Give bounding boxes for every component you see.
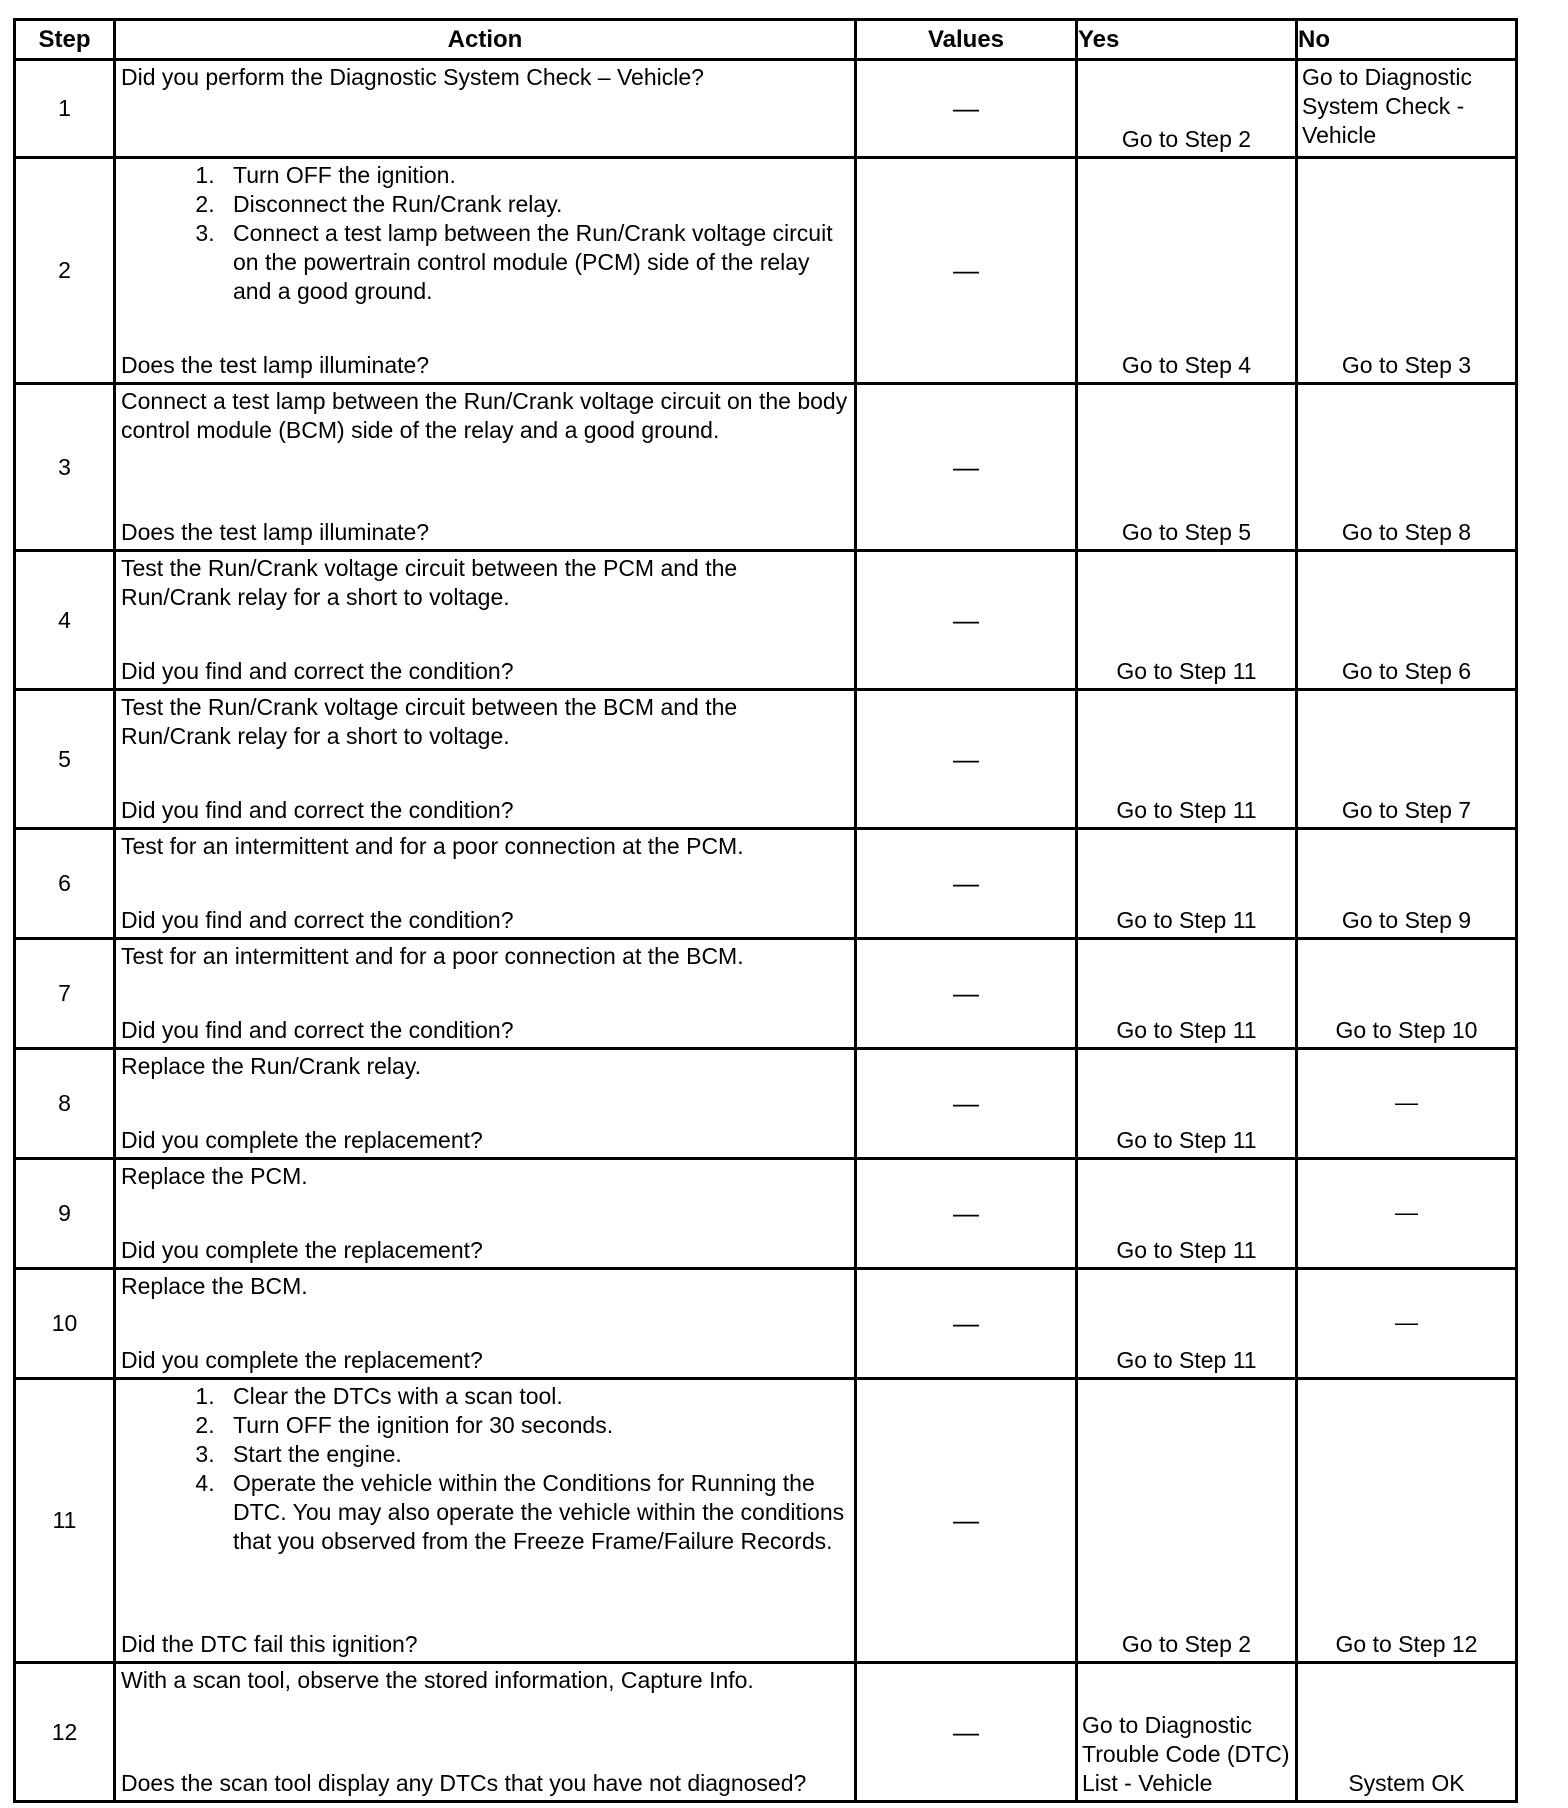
step-number: 4 [15, 551, 115, 690]
yes-cell: Go to Step 11 [1077, 829, 1297, 939]
yes-cell: Go to Step 5 [1077, 384, 1297, 551]
no-cell: Go to Step 9 [1297, 829, 1517, 939]
action-cell [115, 158, 856, 384]
action-cell [115, 829, 856, 939]
action-cell [115, 1663, 856, 1802]
action-step-item: 4. Operate the vehicle within the Conditions for Running the DTC. You may also operate the vehicle within the conditions that you observed from the Freeze Frame/Failure Records. [221, 1469, 850, 1556]
action-question: Did you find and correct the condition? [121, 907, 514, 933]
table-row [15, 384, 1517, 551]
action-question: Did you complete the replacement? [121, 1237, 483, 1263]
action-cell [115, 1049, 856, 1159]
no-cell: Go to Step 3 [1297, 158, 1517, 384]
no-cell: Go to Step 7 [1297, 690, 1517, 829]
values-cell: — [856, 829, 1077, 939]
yes-cell: Go to Diagnostic Trouble Code (DTC) List - Vehicle [1077, 1663, 1297, 1802]
action-question: Did you find and correct the condition? [121, 797, 514, 823]
no-cell: — [1297, 1049, 1517, 1159]
table-row [15, 1269, 1517, 1379]
table-row [15, 1049, 1517, 1159]
values-cell: — [856, 158, 1077, 384]
yes-cell: Go to Step 4 [1077, 158, 1297, 384]
values-cell: — [856, 1159, 1077, 1269]
values-cell: — [856, 1049, 1077, 1159]
values-cell: — [856, 551, 1077, 690]
table-row [15, 60, 1517, 158]
header-step: Step [15, 20, 115, 60]
step-number: 5 [15, 690, 115, 829]
action-question: Does the test lamp illuminate? [121, 352, 430, 378]
yes-cell: Go to Step 11 [1077, 551, 1297, 690]
action-cell [115, 1379, 856, 1663]
values-cell: — [856, 60, 1077, 158]
action-step-item: 2. Turn OFF the ignition for 30 seconds. [221, 1411, 850, 1440]
values-cell: — [856, 384, 1077, 551]
yes-cell: Go to Step 2 [1077, 1379, 1297, 1663]
step-number: 3 [15, 384, 115, 551]
step-number: 2 [15, 158, 115, 384]
action-text: Replace the BCM. [121, 1273, 308, 1299]
action-cell [115, 551, 856, 690]
action-cell [115, 1269, 856, 1379]
action-text: Test the Run/Crank voltage circuit between the BCM and the Run/Crank relay for a short to voltage. [121, 694, 738, 749]
table-row [15, 158, 1517, 384]
action-text: Did you perform the Diagnostic System Check – Vehicle? [121, 64, 704, 90]
values-cell: — [856, 1269, 1077, 1379]
action-steps [121, 161, 850, 306]
step-number: 9 [15, 1159, 115, 1269]
table-row [15, 1663, 1517, 1802]
yes-cell: Go to Step 11 [1077, 1159, 1297, 1269]
action-text: Replace the PCM. [121, 1163, 308, 1189]
table-row [15, 939, 1517, 1049]
header-values: Values [856, 20, 1077, 60]
yes-cell: Go to Step 2 [1077, 60, 1297, 158]
action-text: Test the Run/Crank voltage circuit between the PCM and the Run/Crank relay for a short to voltage. [121, 555, 738, 610]
action-question: Did you find and correct the condition? [121, 1017, 514, 1043]
step-number: 8 [15, 1049, 115, 1159]
action-text: Connect a test lamp between the Run/Crank voltage circuit on the body control module (BCM) side of the relay and a good ground. [121, 388, 848, 443]
yes-cell: Go to Step 11 [1077, 1049, 1297, 1159]
no-cell: Go to Step 12 [1297, 1379, 1517, 1663]
header-action: Action [115, 20, 856, 60]
values-cell: — [856, 1379, 1077, 1663]
action-question: Did you complete the replacement? [121, 1127, 483, 1153]
action-step-item: 3. Connect a test lamp between the Run/Crank voltage circuit on the powertrain control module (PCM) side of the relay and a good ground. [221, 219, 850, 306]
action-cell [115, 939, 856, 1049]
table-row [15, 1159, 1517, 1269]
action-step-item: 3. Start the engine. [221, 1440, 850, 1469]
table-row [15, 1379, 1517, 1663]
no-cell: — [1297, 1269, 1517, 1379]
action-step-item: 1. Clear the DTCs with a scan tool. [221, 1382, 850, 1411]
action-cell [115, 60, 856, 158]
table-row [15, 551, 1517, 690]
yes-cell: Go to Step 11 [1077, 690, 1297, 829]
diagnostic-table [13, 18, 1518, 1803]
no-cell: Go to Step 6 [1297, 551, 1517, 690]
action-cell [115, 384, 856, 551]
table-row [15, 829, 1517, 939]
no-cell: System OK [1297, 1663, 1517, 1802]
header-yes: Yes [1077, 20, 1297, 60]
values-cell: — [856, 690, 1077, 829]
action-cell [115, 690, 856, 829]
action-question: Did you complete the replacement? [121, 1347, 483, 1373]
step-number: 1 [15, 60, 115, 158]
no-cell: Go to Step 8 [1297, 384, 1517, 551]
action-text: Test for an intermittent and for a poor connection at the BCM. [121, 943, 744, 969]
action-step-item: 1. Turn OFF the ignition. [221, 161, 850, 190]
action-text: Replace the Run/Crank relay. [121, 1053, 421, 1079]
action-question: Did the DTC fail this ignition? [121, 1631, 418, 1657]
step-number: 11 [15, 1379, 115, 1663]
action-cell [115, 1159, 856, 1269]
step-number: 6 [15, 829, 115, 939]
no-cell: Go to Step 10 [1297, 939, 1517, 1049]
action-question: Does the scan tool display any DTCs that you have not diagnosed? [121, 1770, 807, 1796]
header-no: No [1297, 20, 1517, 60]
step-number: 10 [15, 1269, 115, 1379]
step-number: 7 [15, 939, 115, 1049]
no-cell: Go to Diagnostic System Check - Vehicle [1297, 60, 1517, 158]
action-step-item: 2. Disconnect the Run/Crank relay. [221, 190, 850, 219]
action-text: Test for an intermittent and for a poor connection at the PCM. [121, 833, 744, 859]
values-cell: — [856, 1663, 1077, 1802]
action-text: With a scan tool, observe the stored information, Capture Info. [121, 1667, 754, 1693]
header-row [15, 20, 1517, 60]
action-question: Did you find and correct the condition? [121, 658, 514, 684]
action-steps [121, 1382, 850, 1556]
values-cell: — [856, 939, 1077, 1049]
no-cell: — [1297, 1159, 1517, 1269]
yes-cell: Go to Step 11 [1077, 939, 1297, 1049]
step-number: 12 [15, 1663, 115, 1802]
table-row [15, 690, 1517, 829]
action-question: Does the test lamp illuminate? [121, 519, 430, 545]
yes-cell: Go to Step 11 [1077, 1269, 1297, 1379]
